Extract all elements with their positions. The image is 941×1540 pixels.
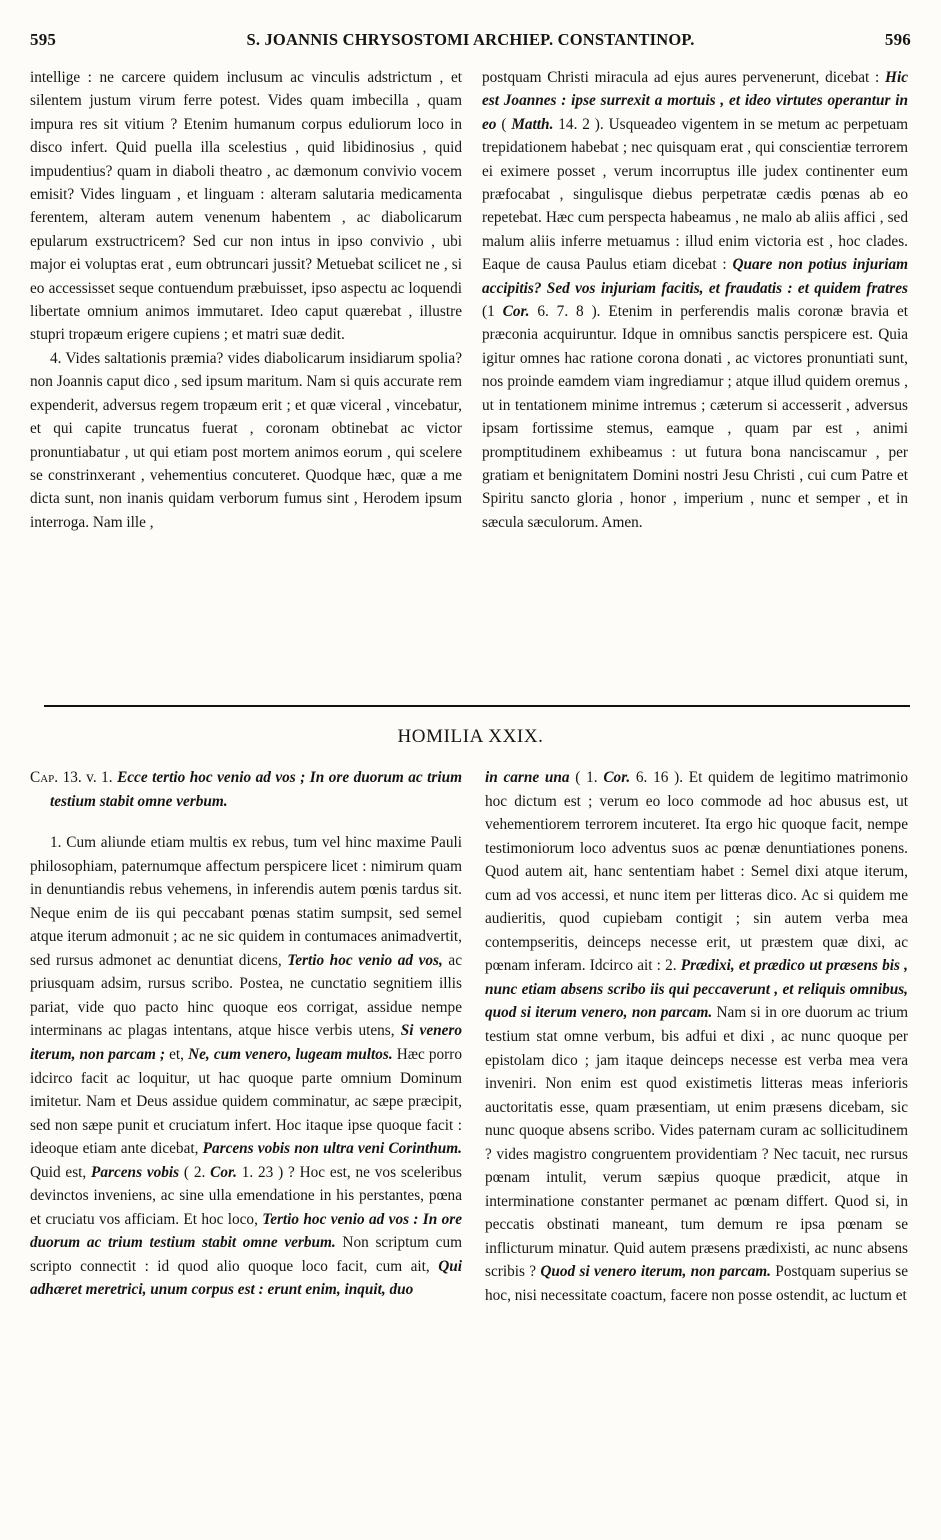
text-run: 13. v. 1. [58,769,118,786]
text-run: et, [165,1046,189,1064]
italic-run: Quod si venero iterum, non parcam. [540,1263,771,1281]
text-run: 6. 16 ). Et quidem de legitimo matrimonio hoc dictum est ; verum eo loco commode ad hoc abusus est, ut vehementiorem terrorem incuteret. Ita ergo hic quoque facit, nempe testimoniorum loco adventus suos ac pœnæ denuntiationes ponens. Quod autem ait, hanc sententiam habet : Semel dixi atque iterum, cum ad vos accessi, et nunc item per litteras dico. Ac si quidem me audieritis, quod cupiebam contigit ; sin autem verba mea contempseritis, deinceps necesse erit, ut præstem quæ dixi, ac pœnam inferam. Idcirco ait : 2. [485,769,908,975]
text-run: intellige : ne carcere quidem inclusum ac vinculis adstrictum , et silentem justum virum ferre potest. Vides quam imbecilla , quam impura res sit vitium ? Etenim humanum corpus eduliorum loco in disco infert. Quid puella illa scelestius , quid libidinosius , quid impudentius? quam in diaboli theatro , ac dæmonum convivio vocem emisit? Vides linguam , et linguam : alteram salutaria medicamenta ferentem, alteram autem venenum habentem , ac diabolicarum epularum exstructricem? Sed cur non intus in ipso convivio , ubi major ei voluptas erat , eum obtruncari jussit? Metuebat scilicet ne , si eo accessisset seque contuendum præbuisset, ipso aspectu ac loquendi libertate omnium animos immutaret. Ideo caput quærebat , illustre stupri tropæum erigere cupiens ; et matri suæ dedit. [30,69,462,344]
text-run: ( [496,115,512,133]
italic-run: Cor. [502,303,530,321]
bottom-left-column [30,766,462,1302]
italic-run: Cor. [603,769,631,786]
paragraph-spacer [30,813,462,831]
section-divider [44,705,910,707]
text-run: Quid est, [30,1163,92,1181]
bottom-right-column [485,766,908,1308]
text-run: 14. 2 ). Usqueadeo vigentem in se metum ac perpetuam trepidationem habebat ; nec quisquam erat , qui conscientiæ terrorem ei eximere posset , verum incorruptus ille judex continenter eum præfocabat , singulisque diebus perpetratæ cædis pœnas ab eo repetebat. Hæc cum perspecta habeamus , ne malo ab aliis affici , sed malum aliis inferre metuamus : illud enim victoria est , hoc clades. Eaque de causa Paulus etiam dicebat : [482,115,909,274]
running-header [30,30,911,60]
italic-run: Matth. [511,115,554,133]
text-run: 4. Vides saltationis præmia? vides diabolicarum insidiarum spolia? non Joannis caput dico , sed ipsum maritum. Nam si quis accurate rem expenderit, adversus regem tropæum erit ; et quæ viceral , vincebatur, et qui capite truncatus fuerat , coronam obtinebat ac victor pronuntiabatur , ut qui etiam post mortem animos eorum , qui scelere se constrinxerant , vehementius concuteret. Quodque hæc, quæ a me dicta sunt, non inanis quidam verborum fumus sint , Herodem ipsum interroga. Nam ille , [30,349,462,531]
italic-run: Cor. [210,1163,237,1181]
running-title: S. JOANNIS CHRYSOSTOMI ARCHIEP. CONSTANTINOP. [246,30,695,49]
italic-run: Qui adhæret meretrici, unum corpus est : erunt enim, inquit, duo [30,1257,462,1299]
text-run: ( 1. [569,769,604,786]
text-run: Postquam superius se hoc, nisi necessitate coactum, facere non posse ostendit, ac luctum et [485,1263,909,1305]
italic-run: Quare non potius injuriam accipitis? Sed vos injuriam facitis, et fraudatis : et quidem fratres [482,256,908,297]
italic-run: Si venero iterum, non parcam ; [30,1022,463,1064]
text-run: 1. 23 ) ? Hoc est, ne vos sceleribus devinctos inveniens, ac sine ulla emendatione in his perstantes, pœna et cruciatu vos afficiam. Et hoc loco, [30,1163,462,1228]
italic-run: Ne, cum venero, lugeam multos. [188,1046,393,1064]
top-left-column [30,66,462,534]
chapter-verse-heading [30,766,462,813]
homily-title: HOMILIA XXIX. [397,726,544,747]
text-run: (1 [482,303,503,321]
text-run: 1. Cum aliunde etiam multis ex rebus, tum vel hinc maxime Pauli philosophiam, paternumque affectum perspicere licet : nimirum quam in denuntiandis rebus vehemens, in inferendis autem pœnis tardus sit. Neque enim de iis qui peccabant pœnas statim sumpsit, sed semel atque iterum admonuit ; ac ne sic quidem in contumaces animadvertit, sed rursus admonet ac denuntiat dicens, [30,834,462,969]
italic-run: Tertio hoc venio ad vos, [287,951,443,969]
text-run: ac priusquam adsim, rursus scribo. Postea, ne cunctatio segnitiem illis pariat, vide quo pacto hinc quoque eos corrigat, assidue nempe interminans ac plagas intentans, atque hisce verbis utens, [30,951,462,1040]
text-run: Non scriptum cum scripto connectit : id quod alio quoque loco facit, cum ait, [30,1234,463,1275]
paragraph [30,66,462,347]
italic-run: Tertio hoc venio ad vos : In ore duorum ac trium testium stabit omne verbum. [30,1210,462,1252]
text-run: Hæc porro idcirco facit ac loquitur, ut hac quoque parte omnium Dominum imitetur. Nam et Deus assidue quidem comminatur, ac sæpe præcipit, sed non sæpe punit et cruciatum infert. Hoc itaque ipse quoque facit : ideoque etiam ante dicebat, [30,1046,462,1158]
paragraph [482,66,908,534]
paragraph [485,766,908,1308]
text-run: 6. 7. 8 ). Etenim in perferendis malis coronæ bravia et præconia acquiruntur. Idque in omnibus sanctis perspicere est. Quia igitur omnes hac ratione corona donati , ac victores pronuntiati sunt, nos proinde eamdem viam ingrediamur ; atque illud quidem oremus , ut in tentationem minime intremus ; cæterum si accesserit , adversus ipsam fortissime stemus, eamque , quam par est , animi promptitudinem exhibeamus : ut futura bona nanciscamur , per gratiam et benignitatem Domini nostri Jesu Christi , cui cum Patre et Spiritu sancto gloria , honor , imperium , nunc et semper , et in sæcula sæculorum. Amen. [482,303,908,531]
text-run: Nam si in ore duorum ac trium testium stat omne verbum, bis adfui et dixi , ac nunc quoque per epistolam dico ; jam itaque deinceps necesse est verba mea vera inveniri. Non enim est quod existimetis litteras meas inferioris auctoritatis esse, quam præsentiam, ut enim præsens dicebam, sic nunc quoque absens scribo. Vides paternam curam ac sollicitudinem ? vides magistro congruentem providentiam ? Nec tacuit, nec rursus pœnam intulit, verum sæpius quoque prædicit, atque in interminatione constanter permanet ac pœnam differt. Quod si, in peccatis obstinati maneant, tum demum re ipsa pœnam se inflicturum minatur. Quid autem præsens prædixisti, ac nunc absens scribis ? [485,1004,908,1281]
italic-run: Prædixi, et prædico ut præsens bis , nunc etiam absens scribo iis qui peccaverunt , et reliquis omnibus, quod si iterum venero, non parcam. [485,957,908,1022]
paragraph [30,831,462,1302]
top-right-column [482,66,908,534]
page-number-right: 596 [884,30,911,49]
italic-run: Parcens vobis non ultra veni Corinthum. [202,1140,462,1158]
italic-run: Parcens vobis [91,1163,180,1181]
paragraph [30,347,462,534]
text-run: ( 2. [179,1163,211,1181]
italic-run: Hic est Joannes : ipse surrexit a mortuis , et ideo virtutes operantur in eo [482,69,908,133]
italic-run: in carne una [485,769,570,786]
page-number-left: 595 [30,30,57,49]
italic-run: Ecce tertio hoc venio ad vos ; In ore duorum ac trium testium stabit omne verbum. [50,769,462,810]
text-run: Cap. [30,769,59,786]
text-run: postquam Christi miracula ad ejus aures pervenerunt, dicebat : [482,69,886,86]
